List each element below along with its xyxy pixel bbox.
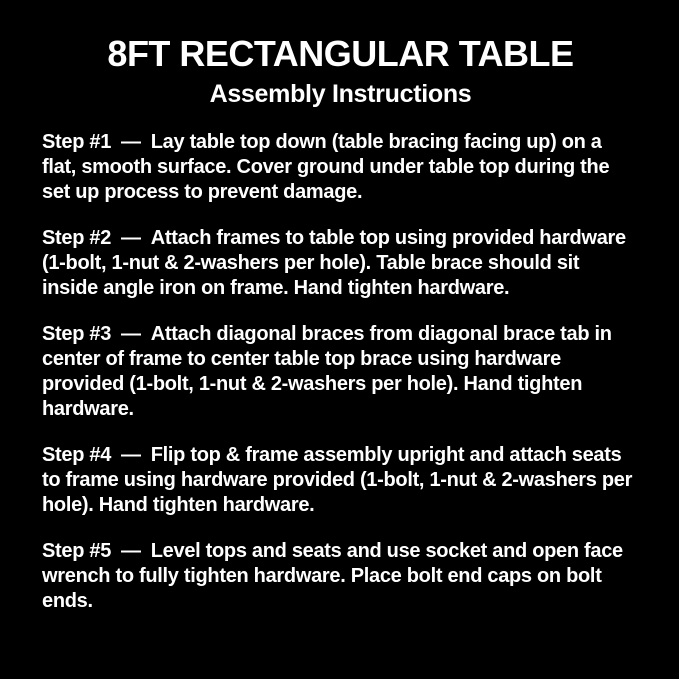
step-3-text: Attach diagonal braces from diagonal brace tab in center of frame to center table top brace using hardware provided (1-bolt, 1-nut & 2-washers per hole). Hand tighten hardware.	[42, 323, 612, 420]
page-title: 8FT RECTANGULAR TABLE	[107, 33, 574, 74]
step-3-dash: —	[121, 323, 141, 345]
step-1-paragraph	[42, 130, 639, 205]
step-4-dash: —	[121, 444, 141, 466]
step-1-text: Lay table top down (table bracing facing up) on a flat, smooth surface. Cover ground under table top during the set up process to prevent damage.	[42, 131, 610, 203]
step-2-dash: —	[121, 227, 141, 249]
step-3-label: Step #3	[42, 323, 112, 345]
step-5-text: Level tops and seats and use socket and open face wrench to fully tighten hardware. Place bolt end caps on bolt ends.	[42, 540, 623, 612]
step-5-paragraph	[42, 539, 639, 614]
step-4-label: Step #4	[42, 444, 112, 466]
step-5-dash: —	[121, 540, 141, 562]
step-1-label: Step #1	[42, 131, 112, 153]
step-5-label: Step #5	[42, 540, 112, 562]
steps-list	[42, 130, 639, 614]
step-4-paragraph	[42, 443, 639, 518]
step-2-text: Attach frames to table top using provided hardware (1-bolt, 1-nut & 2-washers per hole). Table brace should sit inside angle iron on frame. Hand tighten hardware.	[42, 227, 626, 299]
step-2-label: Step #2	[42, 227, 112, 249]
step-2-paragraph	[42, 226, 639, 301]
page-subtitle: Assembly Instructions	[209, 80, 472, 108]
step-4-text: Flip top & frame assembly upright and attach seats to frame using hardware provided (1-bolt, 1-nut & 2-washers per hole). Hand tighten hardware.	[42, 444, 633, 516]
step-1-dash: —	[121, 131, 141, 153]
step-3-paragraph	[42, 322, 639, 422]
header	[42, 34, 639, 108]
